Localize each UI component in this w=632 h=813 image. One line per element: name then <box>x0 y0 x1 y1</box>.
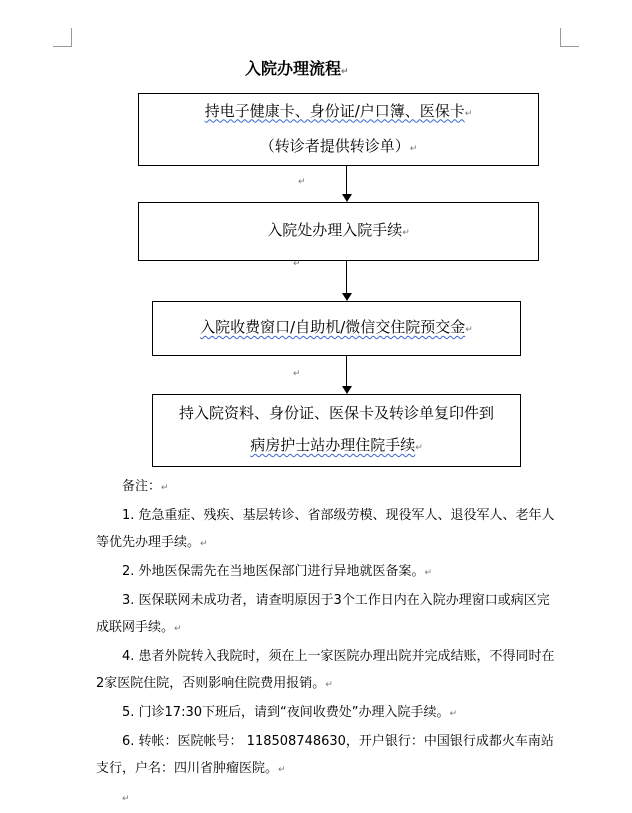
flow-step-4-line-2: 病房护士站办理住院手续↵ <box>250 436 423 454</box>
note-item-4: 4. 患者外院转入我院时，须在上一家医院办理出院并完成结账，不得同时在2家医院住院，否则影响住院费用报销。↵ <box>96 649 555 691</box>
page-corner-mark-top-left <box>53 28 72 47</box>
flow-step-3-box <box>152 301 521 356</box>
page-title: 入院办理流程↵ <box>245 59 349 78</box>
flow-arrow-3 <box>342 356 352 394</box>
note-item-1: 1. 危急重症、残疾、基层转诊、省部级劳模、现役军人、退役军人、老年人等优先办理手续。↵ <box>96 508 555 550</box>
flow-step-1-box <box>138 93 539 166</box>
empty-paragraph: ↵ <box>122 794 130 804</box>
flow-arrow-2 <box>342 261 352 301</box>
note-item-6: 6. 转帐：医院帐号： 118508748630，开户银行：中国银行成都火车南站支行，户名：四川省肿瘤医院。↵ <box>96 734 554 776</box>
note-item-2: 2. 外地医保需先在当地医保部门进行异地就医备案。↵ <box>122 564 433 579</box>
notes-label: 备注：↵ <box>122 479 169 494</box>
notes-section <box>96 473 558 813</box>
flow-step-1-line-2: （转诊者提供转诊单）↵ <box>259 136 418 155</box>
flow-arrow-1 <box>342 166 352 202</box>
note-item-3: 3. 医保联网未成功者，请查明原因于3个工作日内在入院办理窗口或病区完成联网手续。↵ <box>96 593 550 635</box>
flow-step-2-text: 入院处办理入院手续↵ <box>267 221 410 239</box>
flow-step-3-text: 入院收费窗口/自助机/微信交住院预交金↵ <box>200 318 473 336</box>
flow-step-4-line-1: 持入院资料、身份证、医保卡及转诊单复印件到 <box>178 404 494 422</box>
note-item-5: 5. 门诊17:30下班后，请到“夜间收费处”办理入院手续。↵ <box>122 705 458 720</box>
page-corner-mark-top-right <box>560 28 579 47</box>
flow-step-1-line-1: 持电子健康卡、身份证/户口簿、医保卡↵ <box>204 101 473 120</box>
flow-step-4-box <box>152 394 521 467</box>
flow-step-2-box <box>138 202 539 261</box>
